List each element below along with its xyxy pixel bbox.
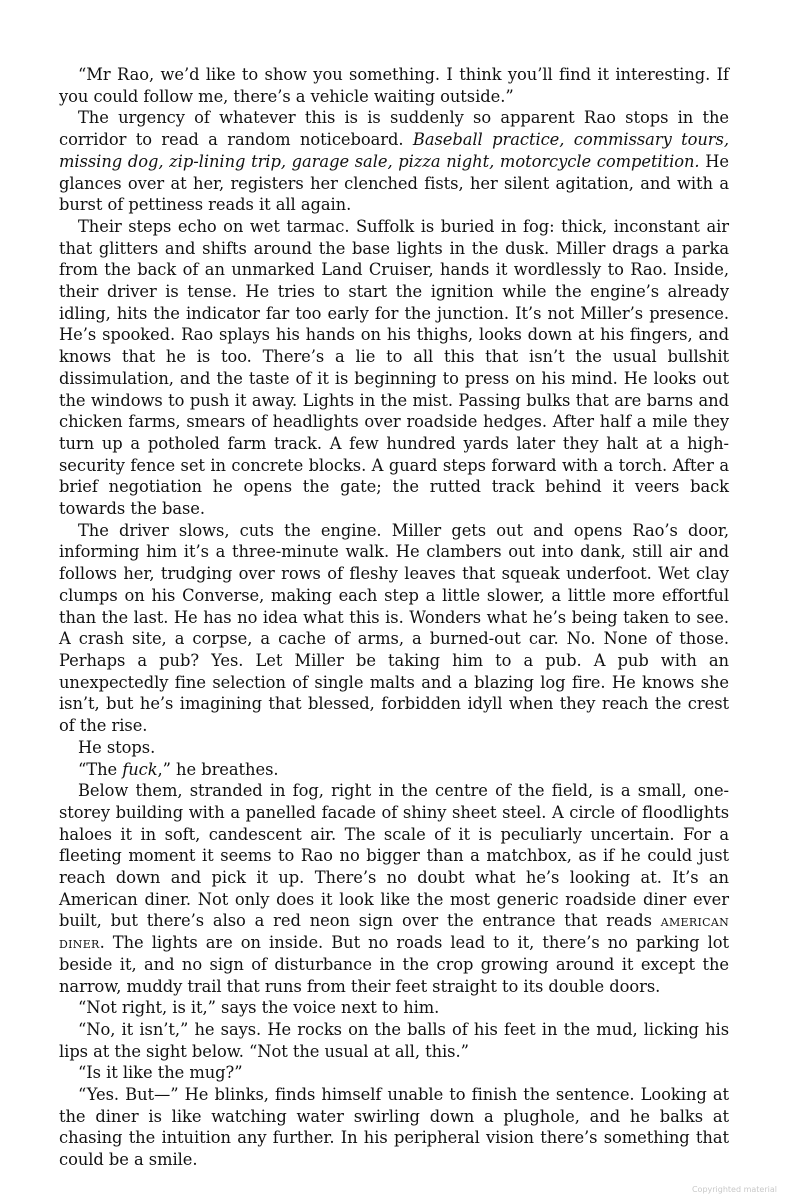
paragraph-6-close: ,” he breathes. (157, 759, 279, 779)
paragraph-1: “Mr Rao, we’d like to show you something. I think you’ll find it interesting. If you could follow me, there’s a vehicle waiting outside.” (59, 65, 729, 106)
paragraph-9: “No, it isn’t,” he says. He rocks on the balls of his feet in the mud, licking his lips at the sight below. “Not the usual at all, this.” (59, 1019, 729, 1061)
paragraph-2-text-start: The urgency of whatever this is is suddenly so apparent Rao stops in the corridor to read a random noticeboard. (59, 108, 729, 150)
paragraph-6-emphasis: fuck (122, 759, 158, 779)
paragraph-10: “Is it like the mug?” (78, 1063, 243, 1083)
neon-sign-text: american diner (59, 911, 729, 953)
paragraph-2 (59, 107, 729, 216)
paragraph-3: Their steps echo on wet tarmac. Suffolk is buried in fog: thick, inconstant air that glitters and shifts around the base lights in the dusk. Miller drags a parka from the back of an unmarked Land Cruiser, hands it wordlessly to Rao. Inside, their driver is tense. He tries to start the ignition while the engine’s already idling, hits the indicator far too early for the junction. It’s not Miller’s presence. He’s spooked. Rao splays his hands on his thighs, looks down at his fingers, and knows that he is too. There’s a lie to all this that isn’t the usual bullshit dissimulation, and the taste of it is beginning to press on his mind. He looks out the windows to push it away. Lights in the mist. Passing bulks that are barns and chicken farms, smears of headlights over roadside hedges. After half a mile they turn up a potholed farm track. A few hundred yards later they halt at a high-security fence set in concrete blocks. A guard steps forward with a torch. After a brief negotiation he opens the gate; the rutted track behind it veers back towards the base. (59, 216, 729, 519)
copyright-watermark: Copyrighted material (691, 1185, 777, 1194)
paragraph-7 (59, 780, 729, 997)
paragraph-6-open: “The (78, 759, 123, 779)
book-page-text (59, 64, 729, 1171)
paragraph-6 (59, 759, 729, 781)
paragraph-7-text-end: . The lights are on inside. But no roads lead to it, there’s no parking lot beside it, and no sign of disturbance in the crop growing around it except the narrow, muddy trail that runs from their feet straight to its double doors. (59, 933, 729, 996)
noticeboard-list: Baseball practice, commissary tours, missing dog, zip-lining trip, garage sale, pizza night, motorcycle competition. (59, 130, 729, 171)
paragraph-2-text-end: He glances over at her, registers her clenched fists, her silent agitation, and with a burst of pettiness reads it all again. (59, 151, 729, 215)
paragraph-4: The driver slows, cuts the engine. Miller gets out and opens Rao’s door, informing him it’s a three-minute walk. He clambers out into dank, still air and follows her, trudging over rows of fleshy leaves that squeak underfoot. Wet clay clumps on his Converse, making each step a little slower, a little more effortful than the last. He has no idea what this is. Wonders what he’s being taken to see. A crash site, a corpse, a cache of arms, a burned-out car. No. None of those. Perhaps a pub? Yes. Let Miller be taking him to a pub. A pub with an unexpectedly fine selection of single malts and a blazing log fire. He knows she isn’t, but he’s imagining that blessed, forbidden idyll when they reach the crest of the rise. (59, 520, 729, 736)
paragraph-11: “Yes. But—” He blinks, finds himself unable to finish the sentence. Looking at the diner is like watching water swirling down a plughole, and he balks at chasing the intuition any further. In his peripheral vision there’s something that could be a smile. (59, 1085, 729, 1170)
paragraph-7-text-start: Below them, stranded in fog, right in the centre of the field, is a small, one-storey building with a panelled facade of shiny sheet steel. A circle of floodlights haloes it in soft, candescent air. The scale of it is peculiarly uncertain. For a fleeting moment it seems to Rao no bigger than a matchbox, as if he could just reach down and pick it up. There’s no doubt what he’s looking at. It’s an American diner. Not only does it look like the most generic roadside diner ever built, but there’s also a red neon sign over the entrance that reads (59, 781, 729, 931)
paragraph-8: “Not right, is it,” says the voice next to him. (78, 998, 440, 1018)
paragraph-5: He stops. (78, 737, 156, 757)
